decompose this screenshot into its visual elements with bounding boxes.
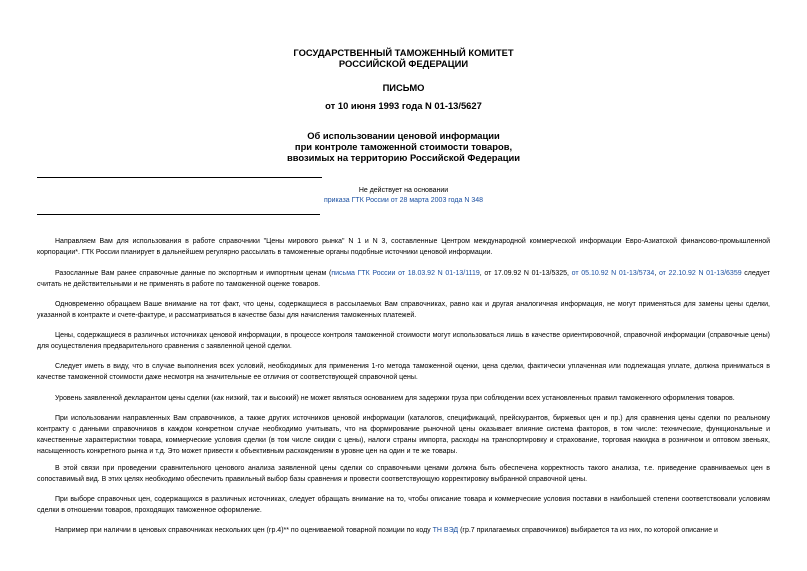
paragraph-9: При выборе справочных цен, содержащихся в различных источниках, следует обращать внимание на то, чтобы описание товара и коммерческие условия поставки в наибольшей степени соответствовали условиям сделки в отношении товаров, проходящих таможенное оформление. <box>37 496 770 514</box>
issuer-line-2: РОССИЙСКОЙ ФЕДЕРАЦИИ <box>338 58 469 69</box>
document-title-line-1: Об использовании ценовой информации <box>307 130 500 141</box>
paragraph-2-text-b: , от 17.09.92 N 01-13/5325, <box>479 270 572 277</box>
paragraph-2-text-c: , <box>654 270 659 277</box>
document-title-line-2: при контроле таможенной стоимости товаров, <box>294 141 513 152</box>
paragraph-8: В этой связи при проведении сравнительного ценового анализа заявленной цены сделки со справочными ценами должна быть обеспечена корректность такого анализа, т.е. приведение сравниваемых цен в сопоставимый вид. В этих целях необходимо обеспечить правильный выбор базы сравнения и провести соответствующую корректировку выбранной справочной цены. <box>37 465 770 483</box>
paragraph-1: Направляем Вам для использования в работе справочники "Цены мирового рынка" N 1 и N 3, составленные Центром международной коммерческой информации Евро-Азиатской финансово-промышленной корпорации*. ГТК России планирует в дальнейшем регулярно рассылать в таможенные органы подобные источники ценовой информации. <box>37 238 770 256</box>
paragraph-6: Уровень заявленной декларантом цены сделки (как низкий, так и высокий) не может являться основанием для задержки груза при соблюдении всех установленных правил таможенного оформления товаров. <box>55 395 735 402</box>
paragraph-2-text-d: следует считать не действительными и не применять в работе по таможенной оценке товаров. <box>37 270 770 288</box>
paragraph-2 <box>37 268 770 290</box>
paragraph-2-text-a: Разосланные Вам ранее справочные данные по экспортным и импортным ценам ( <box>55 270 332 277</box>
link-tn-ved[interactable]: ТН ВЭД <box>432 527 459 534</box>
status-note-link[interactable]: приказа ГТК России от 28 марта 2003 года N 348 <box>323 197 484 204</box>
paragraph-5: Следует иметь в виду, что в случае выполнения всех условий, необходимых для применения 1-го метода таможенной оценки, цена сделки, фактически уплаченная или подлежащая уплате, должна приниматься в качестве таможенной стоимости даже несмотря на значительные ее отличия от соответствующей справочной цены. <box>37 363 770 381</box>
paragraph-10 <box>37 525 770 536</box>
link-letter-6359[interactable]: от 22.10.92 N 01-13/6359 <box>658 270 742 277</box>
paragraph-3: Одновременно обращаем Ваше внимание на тот факт, что цены, содержащиеся в рассылаемых Вам справочниках, равно как и другая аналогичная информация, не могут применяться для замены цены сделки, указанной в контракте и счете-фактуре, и рассматриваться в качестве базы для начисления таможенных платежей. <box>37 301 770 319</box>
document-title-line-3: ввозимых на территорию Российской Федерации <box>286 152 521 163</box>
status-note-text: Не действует на основании <box>358 187 449 194</box>
paragraph-7: При использовании направленных Вам справочников, а также других источников ценовой информации (каталогов, спецификаций, прейскурантов, биржевых цен и пр.) для сравнения цены сделки по реальному контракту с данными справочников в каждом конкретном случае необходимо учитывать, что на формирование рыночной цены оказывает влияние система факторов, в том числе: технические, функциональные и качественные характеристики товара, коммерческие условия сделки (в том числе скидки с цены), налоги страны импорта, расходы на транспортировку и страхование, торговая накидка в розничном и оптовом звеньях, насыщенность конкретного рынка и т.д. Это может привести к объективным расхождениям в уровне цен на один и те же товары. <box>37 415 770 455</box>
divider-top <box>37 177 322 178</box>
status-note-line <box>0 196 807 205</box>
link-letter-1119[interactable]: письма ГТК России от 18.03.92 N 01-13/1119 <box>331 270 480 277</box>
issuer-line-1: ГОСУДАРСТВЕННЫЙ ТАМОЖЕННЫЙ КОМИТЕТ <box>293 47 514 58</box>
document-date-number: от 10 июня 1993 года N 01-13/5627 <box>325 100 482 111</box>
paragraph-10-text-a: Например при наличии в ценовых справочниках нескольких цен (гр.4)** по оцениваемой товарной позиции по коду <box>55 527 433 534</box>
paragraph-10-text-b: (гр.7 прилагаемых справочников) выбирается та из них, по которой описание и <box>458 527 718 534</box>
document-type: ПИСЬМО <box>382 82 425 93</box>
paragraph-4: Цены, содержащиеся в различных источниках ценовой информации, в процессе контроля таможенной стоимости могут использоваться лишь в качестве ориентировочной, справочной информации (справочные цены) для осуществления предварительного сравнения с заявленной ценой сделки. <box>37 332 770 350</box>
link-letter-5734[interactable]: от 05.10.92 N 01-13/5734 <box>571 270 655 277</box>
divider-bottom <box>37 214 320 215</box>
